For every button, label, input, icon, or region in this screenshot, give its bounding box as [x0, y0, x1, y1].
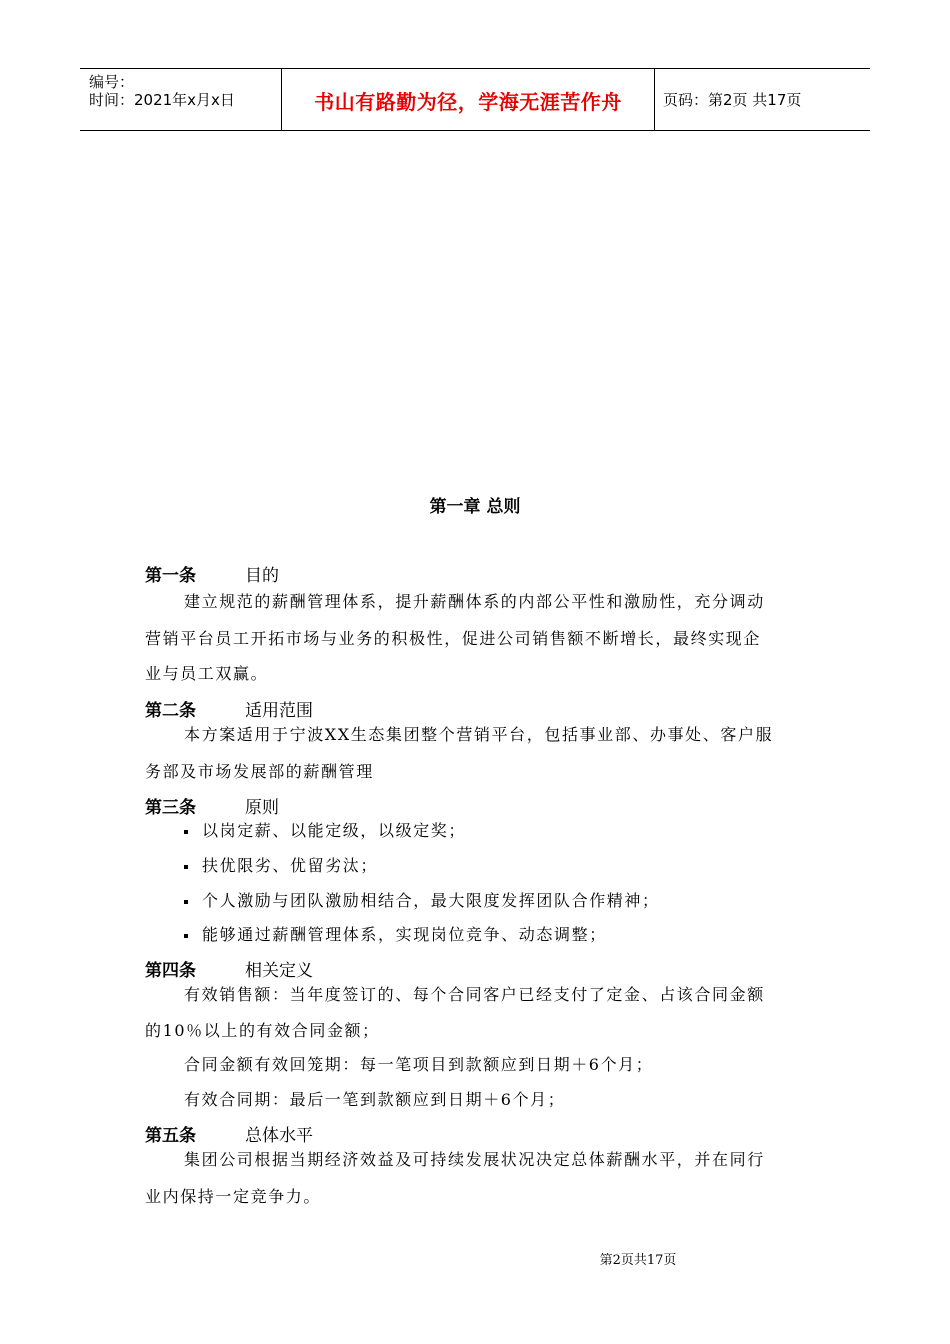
header-page-number: 页码：第2页 共17页 [663, 91, 802, 109]
paragraph-line: 合同金额有效回笼期：每一笔项目到款额应到日期＋6个月； [184, 1055, 654, 1074]
header-motto-cell [282, 69, 655, 130]
list-item [184, 922, 607, 945]
article-heading [145, 561, 279, 586]
header-info-cell [80, 69, 282, 130]
article-heading [145, 696, 313, 721]
paragraph-line: 集团公司根据当期经济效益及可持续发展状况决定总体薪酬水平，并在同行 [184, 1150, 765, 1169]
bullet-icon [184, 934, 188, 938]
paragraph-line: 有效销售额：当年度签订的、每个合同客户已经支付了定金、占该合同金额 [184, 985, 765, 1004]
paragraph-line: 建立规范的薪酬管理体系，提升薪酬体系的内部公平性和激励性，充分调动 [184, 592, 765, 611]
article-label: 第二条 [145, 701, 196, 721]
article-heading [145, 793, 279, 818]
bullet-icon [184, 830, 188, 834]
article-name: 适用范围 [245, 701, 313, 721]
header-motto: 书山有路勤为径，学海无涯苦作舟 [314, 90, 622, 114]
article-label: 第一条 [145, 566, 196, 586]
article-name: 原则 [245, 798, 279, 818]
document-number-label: 编号： [89, 73, 135, 91]
list-item-text: 能够通过薪酬管理体系，实现岗位竞争、动态调整； [202, 925, 607, 944]
list-item [184, 853, 378, 876]
article-label: 第三条 [145, 798, 196, 818]
paragraph-line: 本方案适用于宁波XX生态集团整个营销平台，包括事业部、办事处、客户服 [184, 725, 774, 744]
header-page-cell [655, 69, 870, 130]
paragraph-line: 务部及市场发展部的薪酬管理 [145, 762, 374, 781]
paragraph-line: 业内保持一定竞争力。 [145, 1187, 322, 1206]
footer-page-number: 第2页共17页 [599, 1253, 677, 1268]
list-item [184, 888, 660, 911]
bullet-icon [184, 865, 188, 869]
chapter-title: 第一章 总则 [429, 497, 521, 517]
page-header [80, 68, 870, 131]
article-name: 相关定义 [245, 961, 313, 981]
list-item [184, 818, 466, 841]
paragraph-line: 的10％以上的有效合同金额； [145, 1021, 380, 1040]
article-label: 第四条 [145, 961, 196, 981]
article-heading [145, 1121, 313, 1146]
list-item-text: 扶优限劣、优留劣汰； [202, 856, 379, 875]
page-footer [0, 1249, 950, 1268]
article-label: 第五条 [145, 1126, 196, 1146]
article-name: 总体水平 [245, 1126, 313, 1146]
list-item-text: 个人激励与团队激励相结合，最大限度发挥团队合作精神； [202, 891, 660, 910]
article-name: 目的 [245, 566, 279, 586]
bullet-icon [184, 900, 188, 904]
document-time-label: 时间：2021年x月x日 [89, 91, 235, 109]
paragraph-line: 有效合同期：最后一笔到款额应到日期＋6个月； [184, 1090, 566, 1109]
list-item-text: 以岗定薪、以能定级，以级定奖； [202, 821, 467, 840]
article-heading [145, 956, 313, 981]
paragraph-line: 业与员工双赢。 [145, 664, 269, 683]
paragraph-line: 营销平台员工开拓市场与业务的积极性，促进公司销售额不断增长，最终实现企 [145, 629, 762, 648]
